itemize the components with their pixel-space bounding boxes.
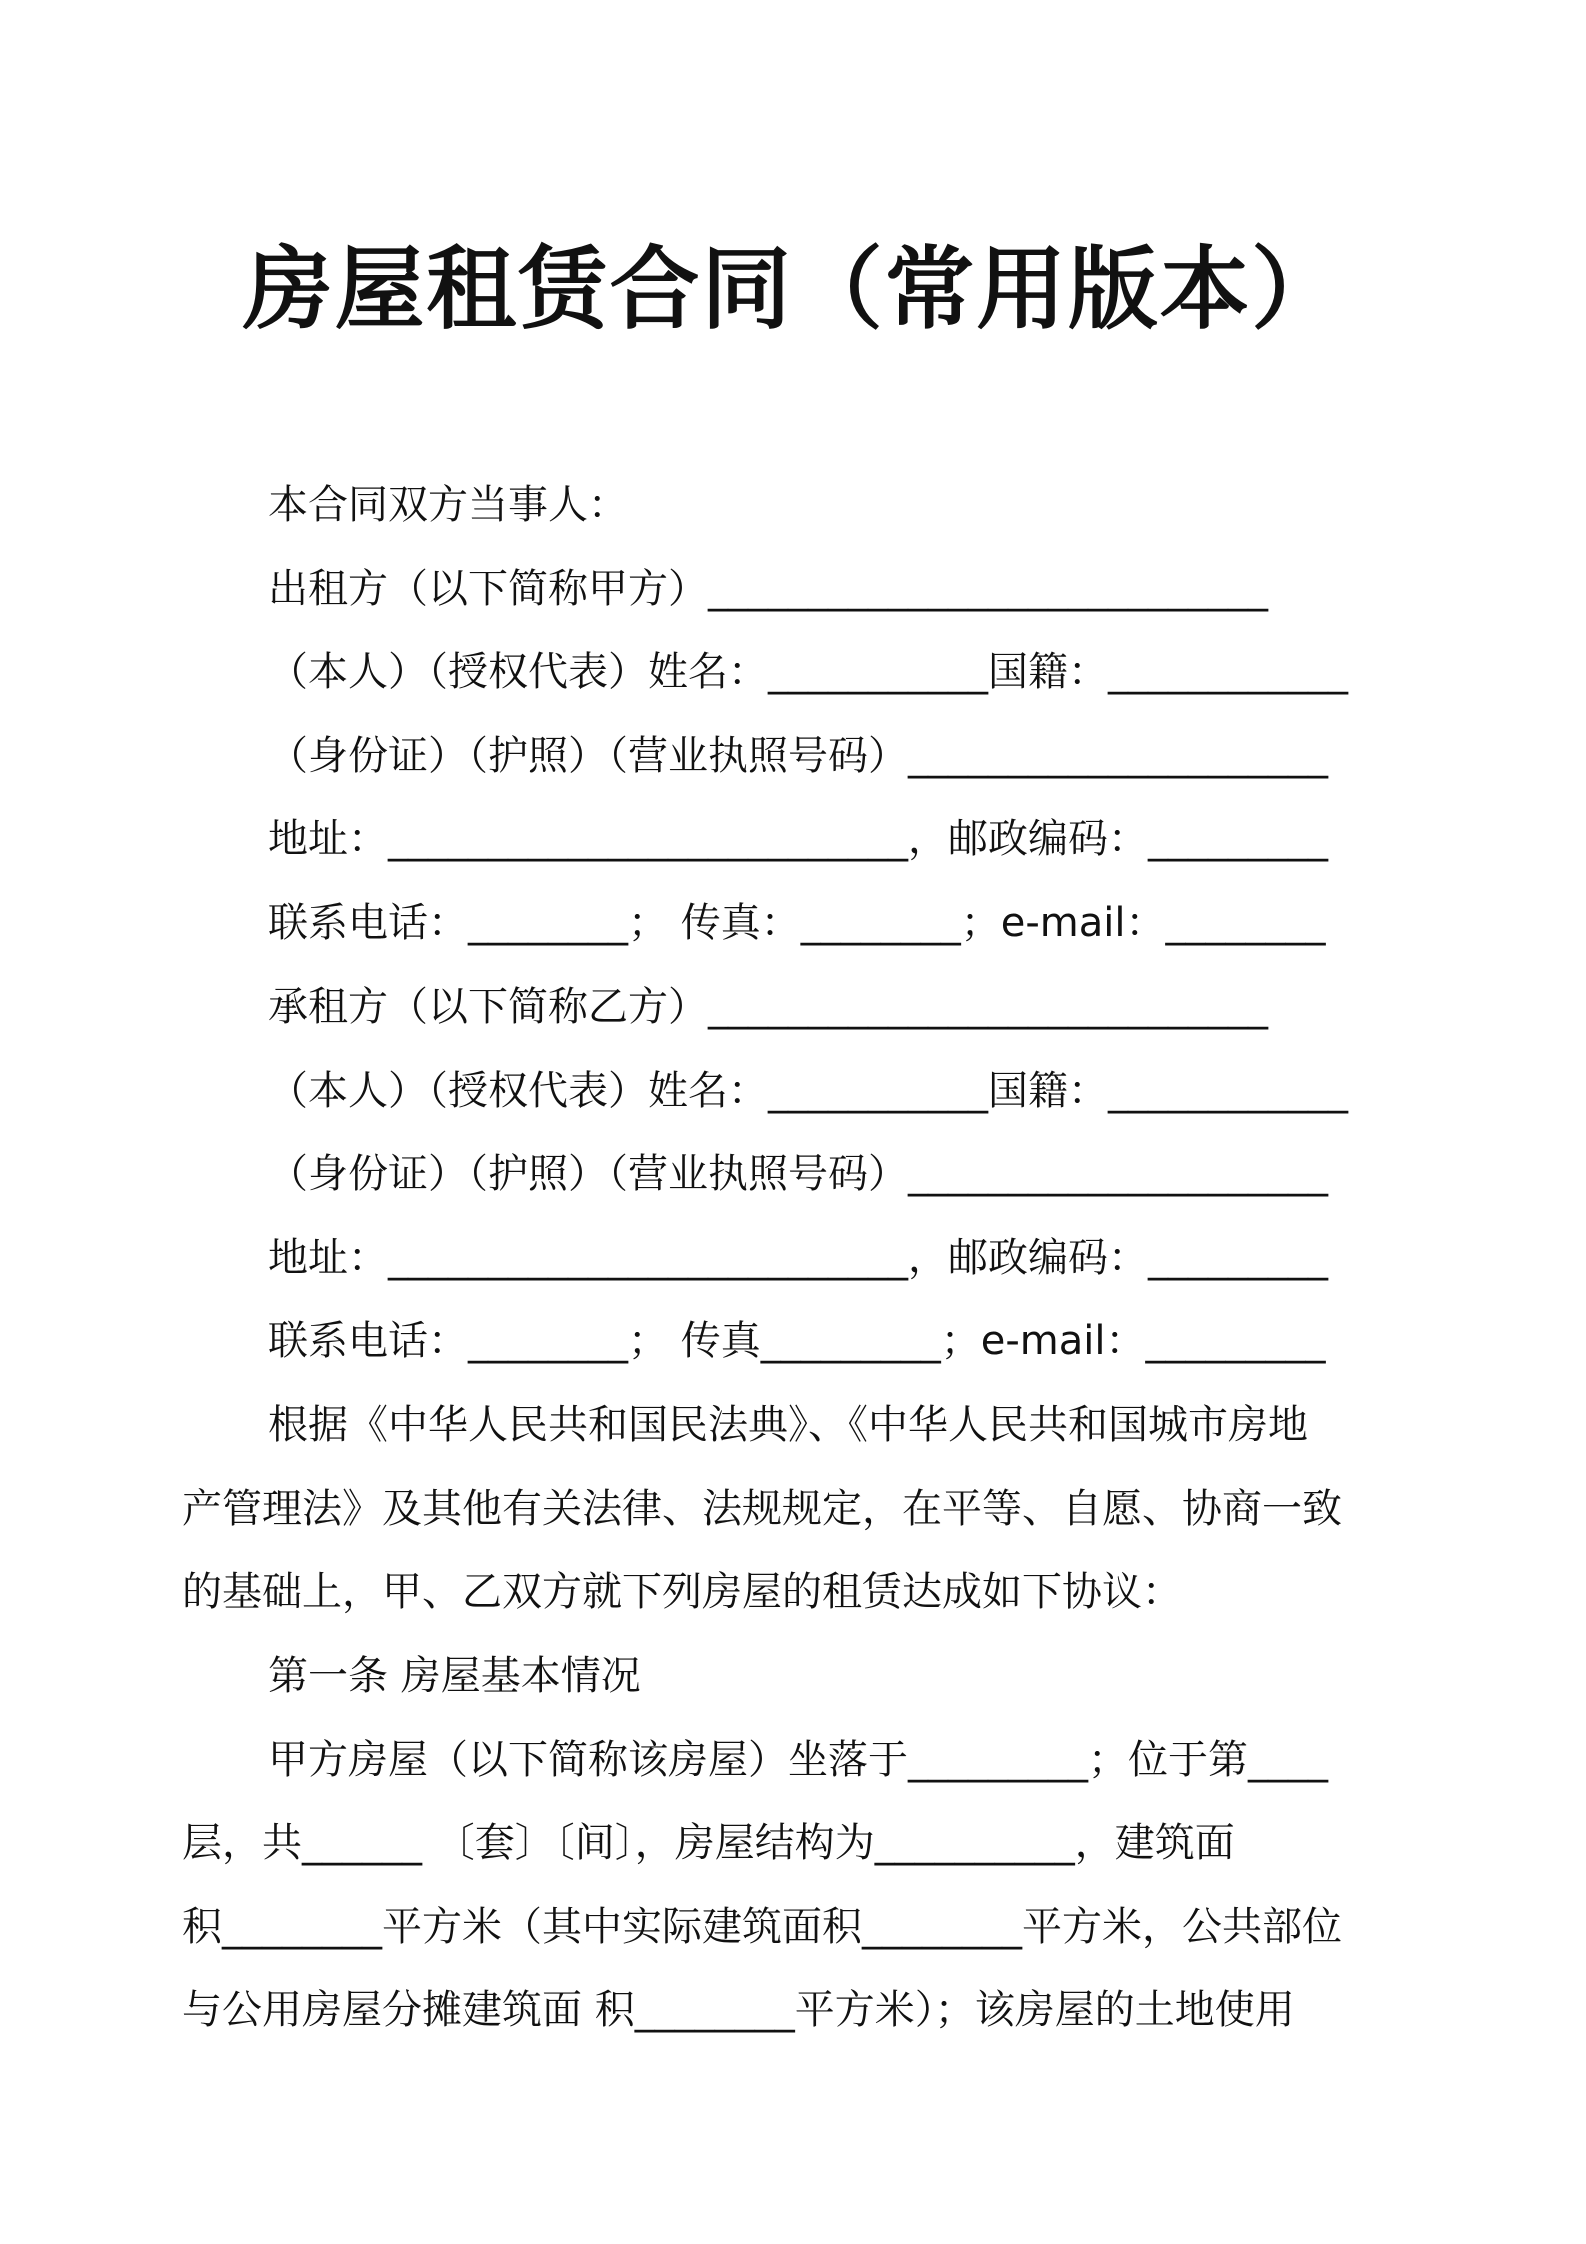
lessee-name-nationality: （本人）（授权代表）姓名：___________国籍：____________ (268, 1068, 1348, 1114)
lessee-line: 承租方（以下简称乙方）____________________________ (268, 984, 1268, 1030)
lessor-address-line: 地址：__________________________，邮政编码：_________ (268, 816, 1328, 862)
legal-basis-line-3: 的基础上，甲、乙双方就下列房屋的租赁达成如下协议： (182, 1569, 1182, 1615)
article-1-line-4: 与公用房屋分摊建筑面 积________平方米）；该房屋的土地使用 (182, 1987, 1295, 2033)
legal-basis-line-2: 产管理法》及其他有关法律、法规规定，在平等、自愿、协商一致 (182, 1486, 1342, 1532)
lessor-contact-line: 联系电话：________； 传真：________；e-mail：________ (268, 900, 1326, 946)
document-title: 房屋租赁合同（常用版本） (243, 238, 1343, 342)
legal-basis-line-1: 根据《中华人民共和国民法典》、《中华人民共和国城市房地 (268, 1402, 1308, 1448)
lessor-line: 出租方（以下简称甲方）____________________________ (268, 566, 1268, 612)
parties-heading: 本合同双方当事人： (268, 482, 628, 528)
article-1-heading: 第一条 房屋基本情况 (268, 1653, 641, 1699)
article-1-line-2: 层，共______ 〔套〕〔间〕，房屋结构为__________，建筑面 (182, 1820, 1235, 1866)
lessor-id-line: （身份证）（护照）（营业执照号码）_____________________ (268, 733, 1328, 779)
lessee-contact-line: 联系电话：________； 传真_________；e-mail：_________ (268, 1318, 1326, 1364)
lessee-address-line: 地址：__________________________，邮政编码：_________ (268, 1235, 1328, 1281)
lessee-id-line: （身份证）（护照）（营业执照号码）_____________________ (268, 1151, 1328, 1197)
article-1-line-1: 甲方房屋（以下简称该房屋）坐落于_________；位于第____ (268, 1737, 1328, 1783)
lessor-name-nationality: （本人）（授权代表）姓名：___________国籍：____________ (268, 649, 1348, 695)
article-1-line-3: 积________平方米（其中实际建筑面积________平方米，公共部位 (182, 1904, 1342, 1950)
